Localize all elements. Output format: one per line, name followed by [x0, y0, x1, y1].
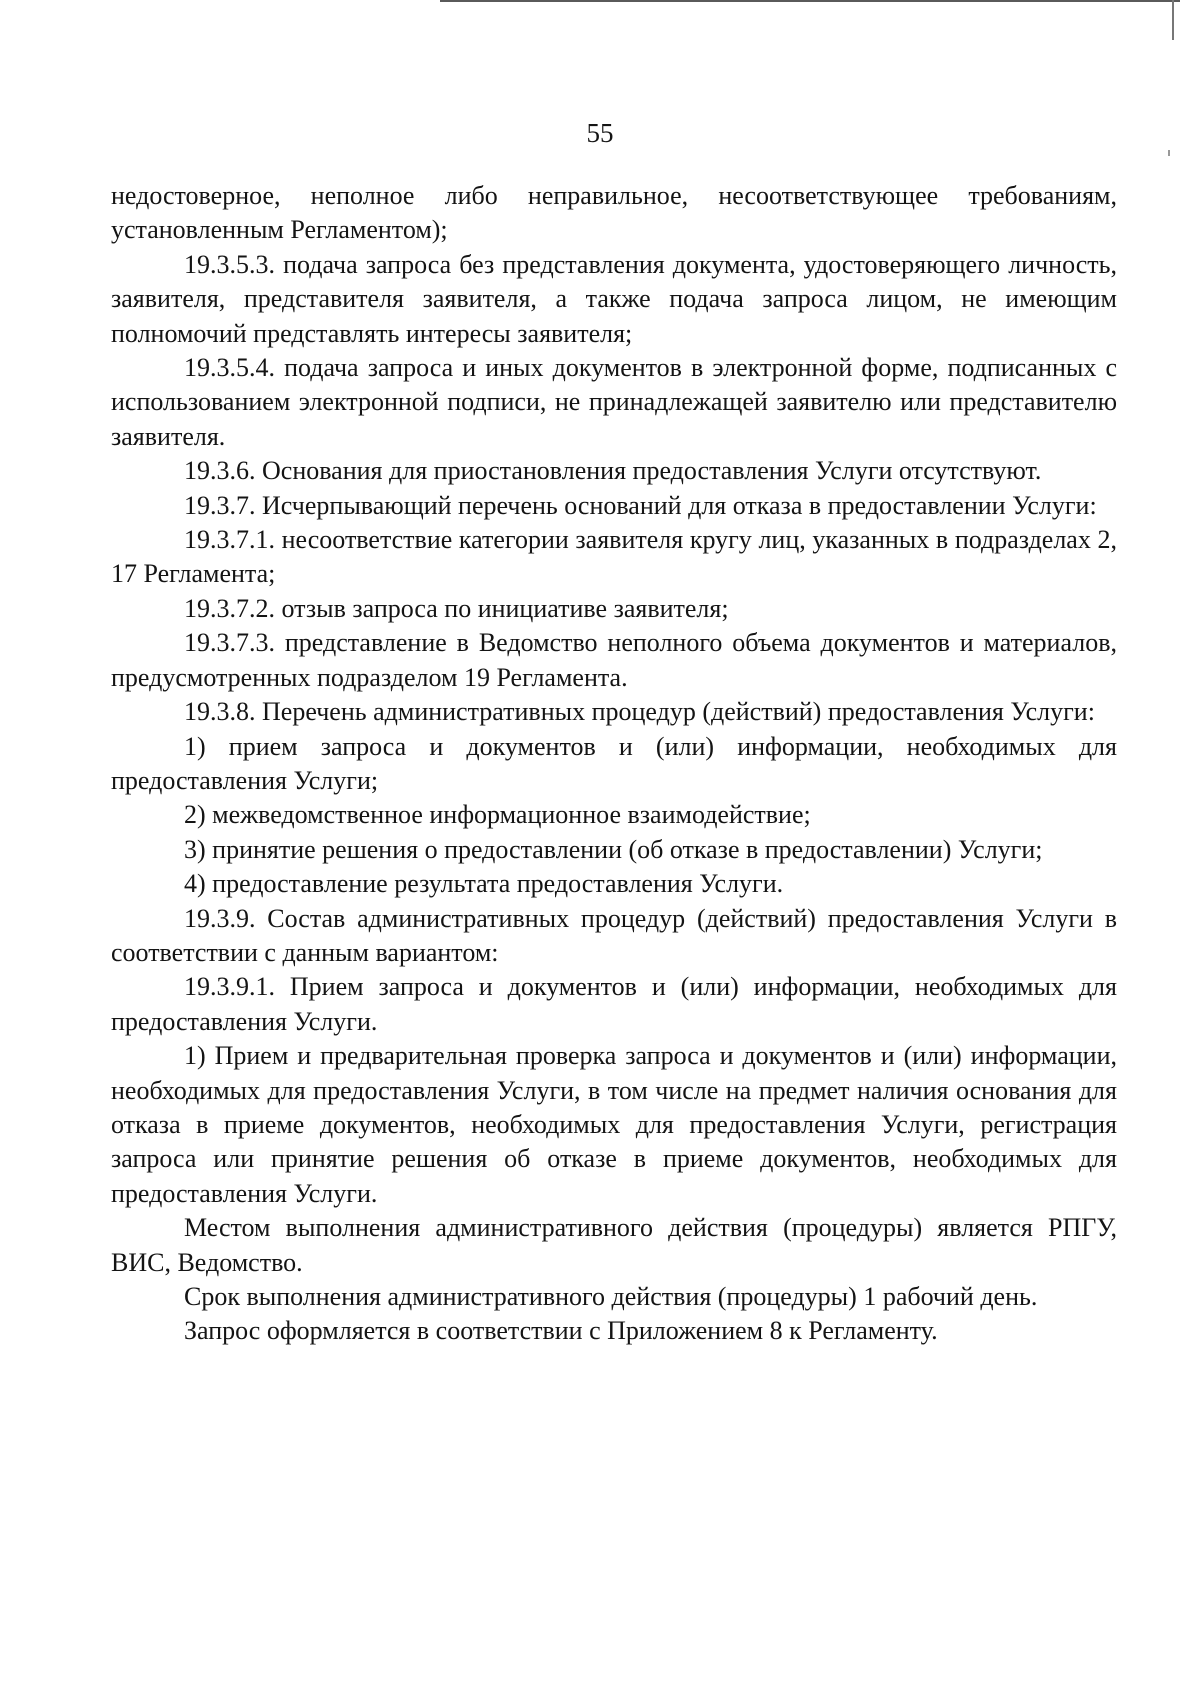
list-item: 1) Прием и предварительная проверка запроса и документов и (или) информации, необходимых для предоставления Услуги, в том числе на предмет наличия основания для отказа в приеме документов, необходимых для предоставления Услуги, регистрация запроса или принятие решения об отказе в приеме документов, необходимых для предоставления Услуги.	[111, 1041, 1117, 1208]
page-number: 55	[586, 118, 614, 148]
document-body	[111, 179, 1117, 1349]
paragraph: недостоверное, неполное либо неправильное, несоответствующее требованиям, установленным Регламентом);	[111, 181, 1117, 245]
scan-margin-mark	[1168, 150, 1170, 156]
paragraph: 19.3.5.4. подача запроса и иных документов в электронной форме, подписанных с использованием электронной подписи, не принадлежащей заявителю или представителю заявителя.	[111, 353, 1117, 451]
paragraph: 19.3.6. Основания для приостановления предоставления Услуги отсутствуют.	[184, 456, 1042, 486]
paragraph: 19.3.8. Перечень административных процедур (действий) предоставления Услуги:	[184, 697, 1095, 727]
paragraph: Срок выполнения административного действия (процедуры) 1 рабочий день.	[184, 1282, 1038, 1311]
paragraph: 19.3.7.3. представление в Ведомство неполного объема документов и материалов, предусмотренных подразделом 19 Регламента.	[111, 628, 1117, 692]
list-item: 2) межведомственное информационное взаимодействие;	[184, 800, 811, 830]
scan-top-edge-line	[440, 0, 1180, 2]
list-item: 3) принятие решения о предоставлении (об отказе в предоставлении) Услуги;	[184, 834, 1043, 864]
paragraph: 19.3.7.1. несоответствие категории заявителя кругу лиц, указанных в подразделах 2, 17 Регламента;	[111, 525, 1117, 589]
list-item: 4) предоставление результата предоставления Услуги.	[184, 869, 784, 899]
paragraph: Запрос оформляется в соответствии с Приложением 8 к Регламенту.	[184, 1316, 938, 1346]
paragraph: 19.3.7. Исчерпывающий перечень оснований для отказа в предоставлении Услуги:	[184, 490, 1097, 520]
paragraph: 19.3.7.2. отзыв запроса по инициативе заявителя;	[184, 593, 729, 623]
scan-right-edge-line	[1172, 0, 1174, 40]
paragraph: 19.3.5.3. подача запроса без представления документа, удостоверяющего личность, заявителя, представителя заявителя, а также подача запроса лицом, не имеющим полномочий представлять интересы заявителя;	[111, 249, 1117, 348]
paragraph: 19.3.9.1. Прием запроса и документов и (или) информации, необходимых для предоставления Услуги.	[111, 972, 1117, 1036]
list-item: 1) прием запроса и документов и (или) информации, необходимых для предоставления Услуги;	[111, 731, 1117, 795]
paragraph: 19.3.9. Состав административных процедур (действий) предоставления Услуги в соответствии с данным вариантом:	[111, 903, 1117, 967]
paragraph: Местом выполнения административного действия (процедуры) является РПГУ, ВИС, Ведомство.	[111, 1213, 1117, 1277]
